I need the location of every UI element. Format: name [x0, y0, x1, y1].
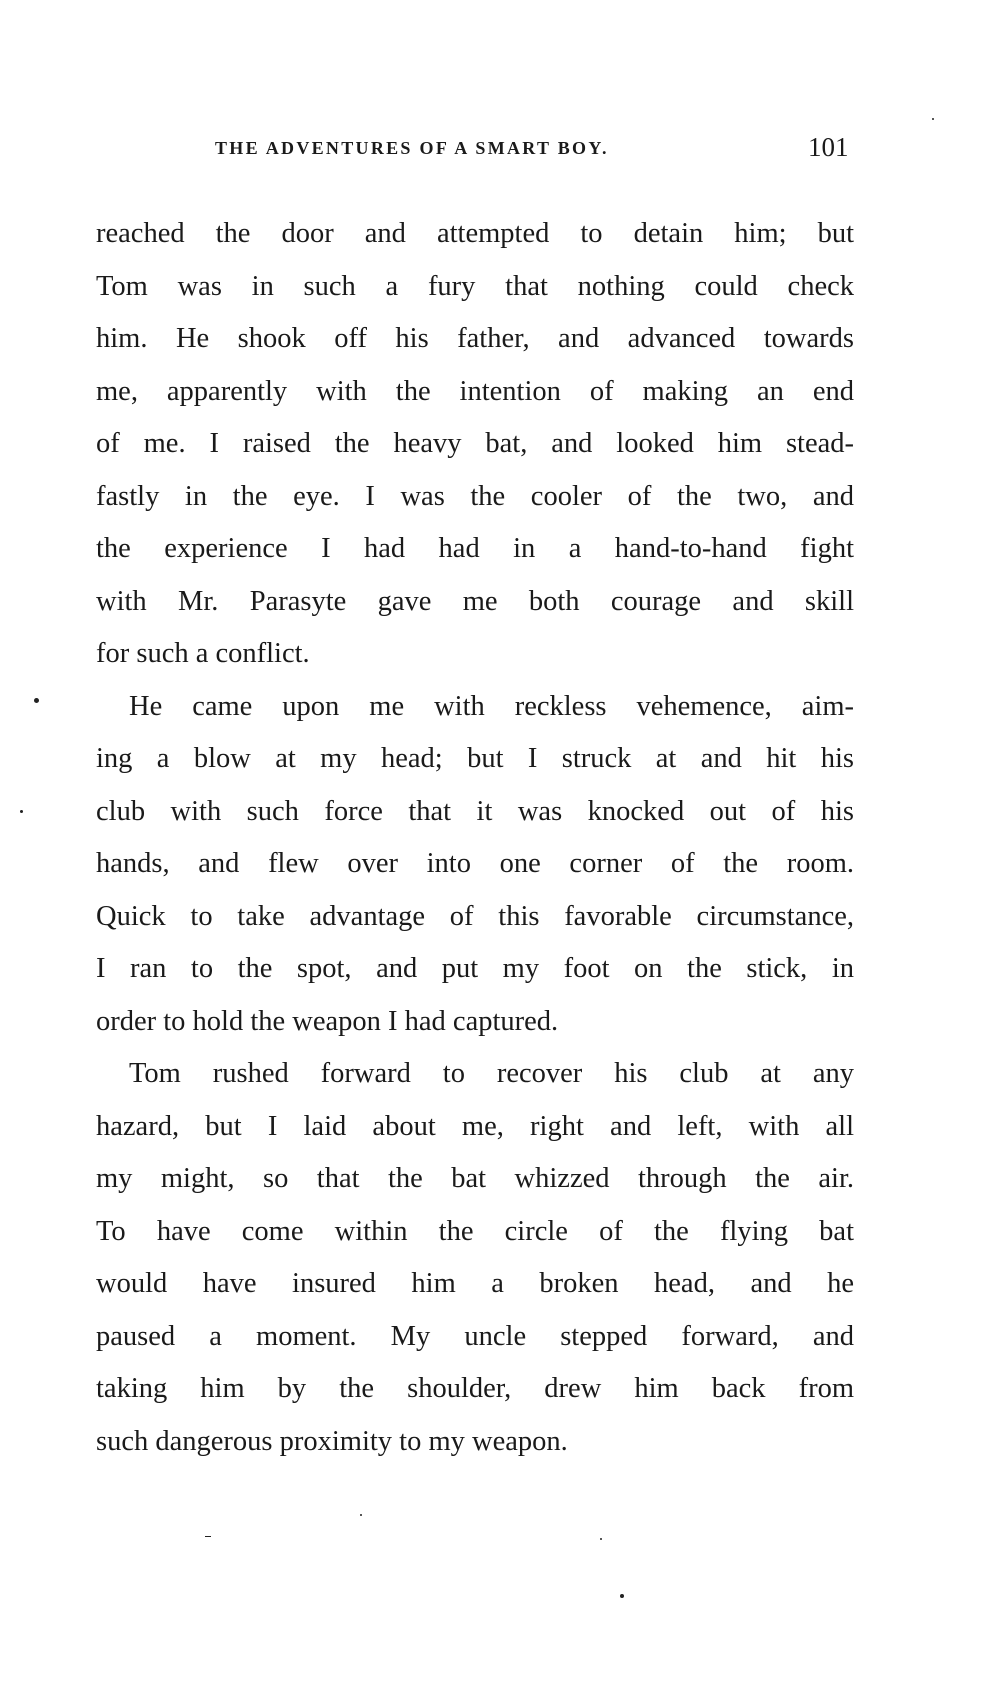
scan-speck [600, 1538, 602, 1540]
text-line: me, apparently with the intention of making an end [96, 375, 854, 407]
text-line: hazard, but I laid about me, right and left, with all [96, 1110, 854, 1142]
text-line: fastly in the eye. I was the cooler of the two, and [96, 480, 854, 512]
scan-speck [205, 1536, 211, 1537]
text-line: such dangerous proximity to my weapon. [96, 1425, 568, 1457]
text-line: club with such force that it was knocked out of his [96, 795, 854, 827]
text-line: hands, and flew over into one corner of the room. [96, 848, 854, 879]
text-line: of me. I raised the heavy bat, and looked him stead- [96, 428, 854, 459]
text-line: order to hold the weapon I had captured. [96, 1005, 559, 1037]
text-line: for such a conflict. [96, 638, 310, 669]
text-line: my might, so that the bat whizzed through the air. [96, 1163, 854, 1194]
text-line: taking him by the shoulder, drew him back from [96, 1373, 854, 1404]
scan-speck [34, 698, 39, 703]
text-line: the experience I had had in a hand-to-hand fight [96, 533, 854, 564]
paragraph-3 [96, 1048, 854, 1468]
text-line: Tom rushed forward to recover his club at any [129, 1058, 854, 1089]
text-line: him. He shook off his father, and advanced towards [96, 323, 854, 354]
scan-speck [932, 118, 934, 120]
text-line: paused a moment. My uncle stepped forward, and [96, 1320, 854, 1352]
text-line: He came upon me with reckless vehemence, aim- [129, 690, 854, 722]
text-line: ing a blow at my head; but I struck at and hit his [96, 743, 854, 774]
text-line: Tom was in such a fury that nothing could check [96, 270, 854, 302]
scan-speck [360, 1514, 362, 1516]
scan-speck [20, 810, 23, 813]
text-line: would have insured him a broken head, and he [96, 1268, 854, 1299]
paragraph-2 [96, 681, 854, 1049]
running-title: THE ADVENTURES OF A SMART BOY. [215, 138, 609, 158]
text-line: reached the door and attempted to detain him; but [96, 218, 854, 249]
page-number: 101 [808, 132, 849, 162]
text-line: I ran to the spot, and put my foot on the stick, in [96, 953, 854, 984]
scan-speck [620, 1594, 624, 1598]
text-line: To have come within the circle of the flying bat [96, 1215, 854, 1247]
body-text [96, 208, 854, 1468]
text-line: with Mr. Parasyte gave me both courage and skill [96, 585, 854, 617]
paragraph-1 [96, 208, 854, 681]
text-line: Quick to take advantage of this favorable circumstance, [96, 900, 854, 932]
